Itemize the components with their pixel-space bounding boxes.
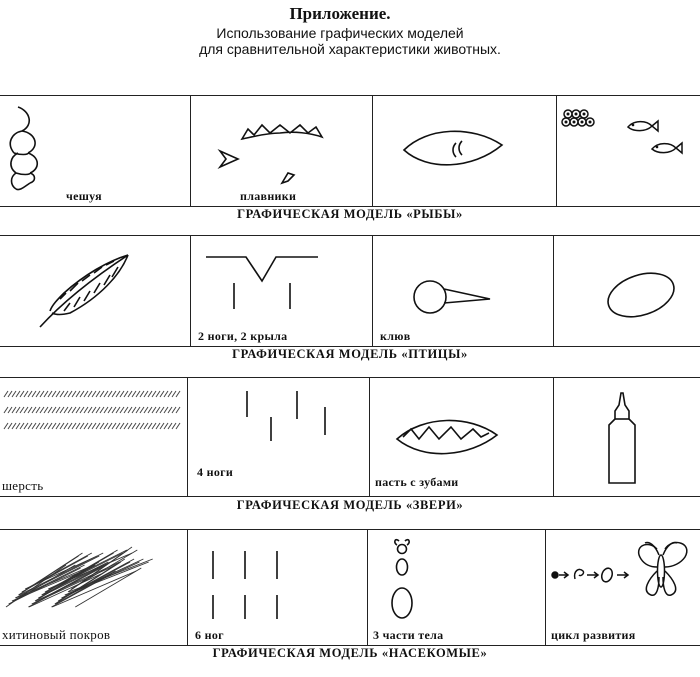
- model-row-fish: [0, 95, 700, 206]
- cell-fur: [0, 377, 187, 496]
- feather-icon: [0, 235, 190, 346]
- cell-mouth: [369, 377, 553, 496]
- cell-fins: [190, 95, 372, 206]
- model-caption: ГРАФИЧЕСКАЯ МОДЕЛЬ «ПТИЦЫ»: [232, 347, 468, 361]
- cell-chitin: [0, 529, 187, 645]
- cell-label: пасть с зубами: [375, 475, 459, 489]
- grid-line: [0, 496, 700, 497]
- subtitle-line-1: Использование графических моделей: [216, 25, 464, 41]
- model-row-birds: [0, 235, 700, 346]
- cell-feather: [0, 235, 190, 346]
- page-title: Приложение.: [289, 4, 391, 23]
- fish-body-icon: [372, 95, 556, 206]
- cell-label: 6 ног: [195, 628, 224, 642]
- cell-legs-wings: [190, 235, 372, 346]
- cell-label: шерсть: [2, 478, 44, 493]
- model-caption: ГРАФИЧЕСКАЯ МОДЕЛЬ «ЗВЕРИ»: [236, 498, 464, 512]
- roe-and-fish-icon: [556, 95, 700, 206]
- subtitle-line-2: для сравнительной характеристики животных.: [199, 41, 501, 57]
- cell-label: плавники: [240, 189, 297, 203]
- cell-beak: [372, 235, 553, 346]
- model-caption: ГРАФИЧЕСКАЯ МОДЕЛЬ «НАСЕКОМЫЕ»: [212, 646, 488, 660]
- cell-label: 2 ноги, 2 крыла: [198, 329, 288, 343]
- cell-four-legs: [187, 377, 369, 496]
- cell-body-parts: [367, 529, 545, 645]
- cell-life-cycle: [545, 529, 700, 645]
- cell-fish-body: [372, 95, 556, 206]
- model-row-insects: [0, 529, 700, 645]
- cell-label: клюв: [380, 329, 411, 343]
- cell-roe-fish: [556, 95, 700, 206]
- bottle-icon: [553, 377, 700, 496]
- cell-label: 3 части тела: [373, 628, 444, 642]
- egg-icon: [553, 235, 700, 346]
- cell-label: чешуя: [66, 189, 102, 203]
- model-row-mammals: [0, 377, 700, 496]
- cell-bottle: [553, 377, 700, 496]
- model-caption: ГРАФИЧЕСКАЯ МОДЕЛЬ «РЫБЫ»: [237, 207, 463, 221]
- cell-egg: [553, 235, 700, 346]
- cell-scales: [0, 95, 190, 206]
- cell-label: цикл развития: [551, 628, 636, 642]
- cell-label: 4 ноги: [197, 465, 234, 479]
- cell-label: хитиновый покров: [2, 627, 111, 642]
- cell-six-legs: [187, 529, 367, 645]
